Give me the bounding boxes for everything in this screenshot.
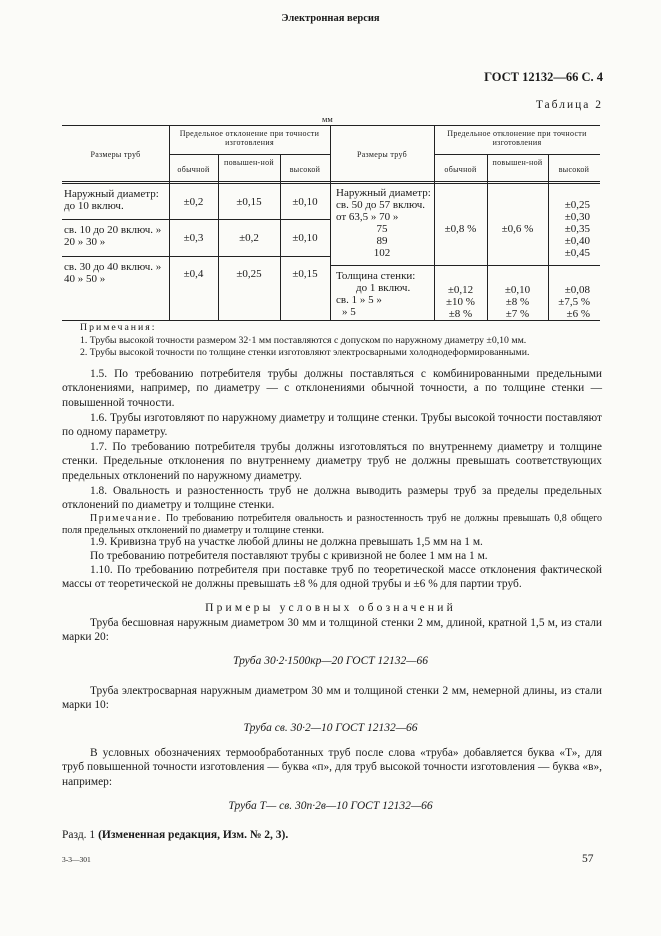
table-cell: ±0,10 — [292, 232, 318, 244]
col-header-high-left: высокой — [289, 165, 321, 174]
table-cell: ±0,8 % — [444, 223, 477, 235]
table-row-size: Наружный диаметр: до 10 включ. — [64, 188, 159, 212]
col-header-deviation-right: Предельное отклонение при точности изготовления — [447, 129, 587, 147]
paragraph-1-6: 1.6. Трубы изготовляют по наружному диаметру и толщине стенки. Трубы высокой точности поставляют по одному параметру. — [62, 412, 602, 439]
notes-title: Примечания: — [80, 322, 157, 333]
table-row-size: до 1 включ. — [356, 282, 411, 294]
col-header-normal-right: обычной — [444, 165, 477, 174]
table-cell: ±0,15 — [292, 268, 318, 280]
table-cell: ±0,25 — [564, 199, 590, 211]
note-1: 1. Трубы высокой точности размером 32·1 мм поставляются с допуском по наружному диаметру ±0,10 мм. — [80, 335, 527, 346]
paragraph-1-9b: По требованию потребителя поставляют трубы с кривизной не более 1 мм на 1 м. — [90, 550, 488, 562]
table-cell: ±7,5 % — [558, 296, 590, 308]
paragraph-1-8-note: Примечание. По требованию потребителя овальность и разностенность труб не должны превышать 0,8 общего поля предельных отклонений по диаметру и толщине стенки. — [62, 513, 603, 536]
table-cell: ±0,10 — [504, 284, 531, 296]
table-row-size: 102 — [373, 247, 391, 259]
table-row-size: св. 10 до 20 включ. » 20 » 30 » — [64, 224, 162, 248]
units-label: мм — [322, 114, 333, 124]
paragraph-1-10: 1.10. По требованию потребителя при поставке труб по теоретической массе отклонения фактической массы от теоретической не должны превышать ±8 % для одной трубы и ±6 % для партии труб. — [62, 564, 602, 591]
examples-title: Примеры условных обозначений — [205, 602, 456, 614]
example-1-designation: Труба 30·2·1500кр—20 ГОСТ 12132—66 — [232, 655, 429, 667]
table-cell: ±0,6 % — [501, 223, 534, 235]
example-2-text: Труба электросварная наружным диаметром 30 мм и толщиной стенки 2 мм, немерной длины, из стали марки 10: — [62, 685, 602, 712]
gost-reference: ГОСТ 12132—66 С. 4 — [484, 70, 603, 84]
page-header: Электронная версия — [281, 13, 380, 24]
table-row-size: Наружный диаметр: — [336, 187, 431, 199]
col-header-increased-left: повышен-ной — [224, 158, 274, 167]
col-header-sizes-right: Размеры труб — [356, 150, 408, 159]
table-cell: ±10 % — [446, 296, 475, 308]
table-cell: ±0,30 — [564, 211, 590, 223]
table-row-size: 75 — [376, 223, 388, 235]
table-row-size: св. 50 до 57 включ. — [336, 199, 426, 211]
table-cell: ±0,40 — [564, 235, 590, 247]
table-cell: ±0,12 — [447, 284, 474, 296]
col-header-deviation-left: Предельное отклонение при точности изготовления — [179, 129, 320, 147]
paragraph-1-7: 1.7. По требованию потребителя трубы должны изготовляться по внутреннему диаметру и толщине стенки. Предельные отклонения по внутреннему диаметру труб не должны превышать соответствующих предельных отклонений по наружному диаметру. — [62, 441, 602, 482]
table-cell: ±6 % — [566, 308, 590, 320]
table-cell: ±0,10 — [292, 196, 318, 208]
table-cell: ±0,2 — [183, 196, 204, 208]
table-row-size: » 5 — [342, 306, 356, 318]
example-1-text: Труба бесшовная наружным диаметром 30 мм и толщиной стенки 2 мм, длиной, кратной 1,5 м, из стали марки 20: — [62, 617, 602, 644]
table-row-size: Толщина стенки: — [336, 270, 416, 282]
paragraph-1-9: 1.9. Кривизна труб на участке любой длины не должна превышать 1,5 мм на 1 м. — [90, 536, 483, 548]
table-label: Таблица 2 — [535, 99, 603, 111]
table-cell: ±0,2 — [239, 232, 259, 244]
paragraph-1-8: 1.8. Овальность и разностенность труб не должна выводить размеры труб за пределы предельных отклонений по диаметру и толщине стенки. — [62, 485, 602, 512]
page-number: 57 — [582, 853, 594, 865]
table-cell: ±0,3 — [183, 232, 204, 244]
col-header-high-right: высокой — [558, 165, 590, 174]
example-3-text: В условных обозначениях термообработанных труб после слова «труба» добавляется буква «Т», для труб повышенной точности изготовления — буква «п», для труб высокой точности изготовления — буква «в», например: — [62, 747, 602, 788]
table-cell: ±0,15 — [236, 196, 262, 208]
table-row-size: 89 — [376, 235, 388, 247]
col-header-sizes-left: Размеры труб — [90, 150, 141, 159]
footer-code: 3-3—301 — [62, 855, 91, 864]
table-cell: ±0,25 — [236, 268, 262, 280]
table-cell: ±0,35 — [564, 223, 590, 235]
table-cell: ±0,45 — [564, 247, 590, 259]
table-cell: ±8 % — [505, 296, 530, 308]
table-row-size: от 63,5 » 70 » — [336, 211, 399, 223]
table-cell: ±8 % — [448, 308, 473, 320]
table-row-size: св. 1 » 5 » — [336, 294, 382, 306]
revision-note: Разд. 1 (Измененная редакция, Изм. № 2, 3). — [62, 829, 289, 841]
paragraph-1-5: 1.5. По требованию потребителя трубы должны поставляться с комбинированными предельными отклонениями, например, по диаметру — с отклонениями обычной точности, а по толщине стенки — повышенной точности. — [62, 368, 602, 409]
example-2-designation: Труба св. 30·2—10 ГОСТ 12132—66 — [243, 722, 418, 734]
example-3-designation: Труба Т— св. 30п·2в—10 ГОСТ 12132—66 — [228, 800, 433, 812]
col-header-increased-right: повышен-ной — [492, 158, 543, 167]
table-cell: ±7 % — [505, 308, 530, 320]
table-row-size: св. 30 до 40 включ. » 40 » 50 » — [64, 261, 162, 285]
note-2: 2. Трубы высокой точности по толщине стенки изготовляют электросварными холоднодеформированными. — [80, 347, 530, 358]
col-header-normal-left: обычной — [177, 165, 210, 174]
table-cell: ±0,08 — [564, 284, 590, 296]
table-cell: ±0,4 — [183, 268, 204, 280]
